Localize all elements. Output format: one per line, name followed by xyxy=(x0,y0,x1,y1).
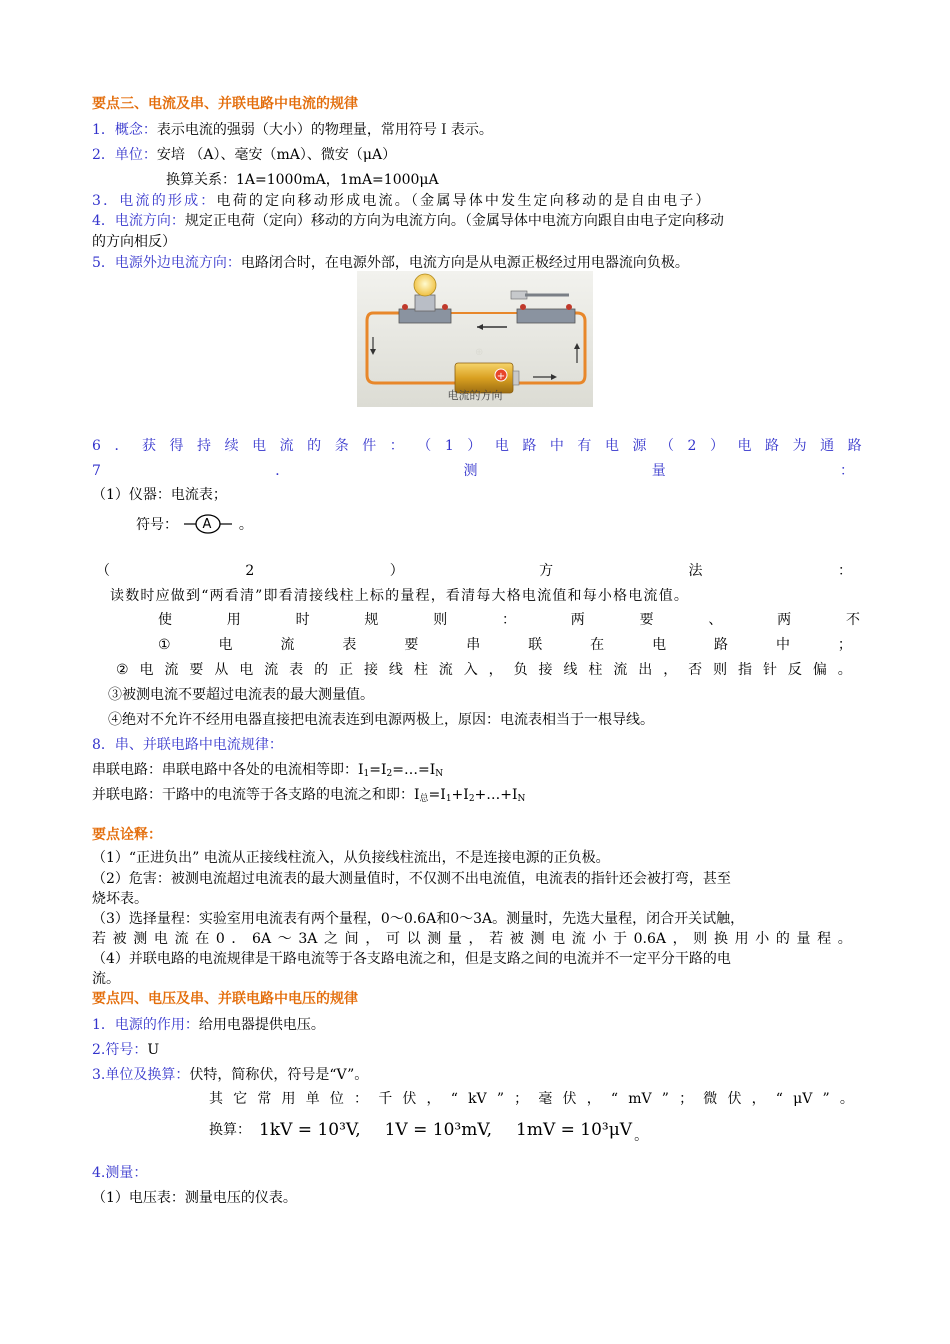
conv-formula-3: 1mV = 10³μV xyxy=(516,1120,633,1140)
text-token: 常 xyxy=(257,1091,272,1107)
s3-item2-conversion: 换算关系：1A=1000mA，1mA=1000μA xyxy=(166,172,439,188)
text-token: ； xyxy=(837,637,852,653)
text-token: 被 xyxy=(509,931,524,947)
text-token: 。 xyxy=(839,1091,854,1107)
text-token: 量 xyxy=(796,931,811,947)
text-token: 伏 xyxy=(562,1091,577,1107)
conv-end: 。 xyxy=(634,1128,649,1144)
series-end: =…=I xyxy=(392,762,436,778)
text-token: 使 xyxy=(158,612,172,628)
s4-item2-text: U xyxy=(147,1042,160,1058)
text-token: 两 xyxy=(570,612,585,628)
text-token: ， xyxy=(488,662,503,678)
series-text: 串联电路：串联电路中各处的电流相等即：I xyxy=(92,762,364,778)
text-token: 路 xyxy=(765,438,780,454)
section4-title: 要点四、电压及串、并联电路中电压的规律 xyxy=(92,991,358,1007)
s3-instrument: （1）仪器：电流表； xyxy=(92,487,227,503)
text-token: 两 xyxy=(777,612,792,628)
current-direction-figure xyxy=(357,271,593,407)
s3-item2-label: 2．单位： xyxy=(92,147,157,163)
text-token: 则 xyxy=(693,931,708,947)
text-token: 用 xyxy=(226,612,241,628)
s4-item3-text: 伏特，简称伏，符号是“V”。 xyxy=(189,1067,369,1083)
text-token: 流 xyxy=(174,931,189,947)
note-3a: （3）选择量程：实验室用电流表有两个量程，0～0.6A和0～3A。测量时，先选大量程，闭合开关试触， xyxy=(92,911,745,927)
note-2b: 烧坏表。 xyxy=(92,891,148,907)
text-token: “ xyxy=(450,1091,458,1107)
text-token: 。 xyxy=(837,931,852,947)
circuit-illustration xyxy=(357,271,593,407)
text-token: ． xyxy=(231,931,246,947)
text-token: 件 xyxy=(362,438,377,454)
text-token: 0 xyxy=(215,931,225,947)
text-token: 小 xyxy=(592,931,607,947)
text-token: ： xyxy=(837,563,852,579)
parallel-sub0: 总 xyxy=(419,794,429,804)
text-token: 以 xyxy=(406,931,421,947)
text-token: （ xyxy=(417,438,432,454)
s4-item4: 4.测量： xyxy=(92,1165,148,1181)
s4-item1 xyxy=(92,1016,325,1034)
text-token: 接 xyxy=(538,662,553,678)
s3-item5-text: 电路闭合时，在电源外部，电流方向是从电源正极经过用电器流向负极。 xyxy=(240,255,689,271)
text-token: ； xyxy=(679,1091,694,1107)
s4-other-units xyxy=(209,1090,854,1108)
text-token: 通 xyxy=(820,438,835,454)
s3-item4-text: 规定正电荷（定向）移动的方向为电流方向。（金属导体中电流方向跟自由电子定向移动 xyxy=(184,213,724,229)
text-token: 7 xyxy=(92,463,101,479)
parallel-mid1: =I xyxy=(428,787,446,803)
text-token: 电 xyxy=(737,438,752,454)
text-token: 接 xyxy=(363,662,378,678)
note-3b xyxy=(92,930,852,948)
svg-text:⊕: ⊕ xyxy=(475,347,484,358)
text-token: “ xyxy=(610,1091,619,1107)
s3-item8: 8．串、并联电路中电流规律： xyxy=(92,737,283,753)
ammeter-letter: A xyxy=(202,517,212,532)
svg-text:+: + xyxy=(496,371,506,382)
s3-item2-text: 安培 （A）、毫安（mA）、微安（μA） xyxy=(156,147,397,163)
text-token: 位 xyxy=(329,1091,344,1107)
s3-rule4: ④绝对不允许不经用电器直接把电流表连到电源两极上，原因：电流表相当于一根导线。 xyxy=(108,712,654,728)
text-token: 表 xyxy=(342,637,357,653)
text-token: ： xyxy=(354,1091,369,1107)
text-token: 3A xyxy=(298,931,318,947)
s4-item3-label: 3.单位及换算： xyxy=(92,1067,190,1083)
text-token: ． xyxy=(275,463,290,479)
text-token: 电 xyxy=(652,637,667,653)
text-token: 被 xyxy=(112,931,127,947)
text-token: μV xyxy=(793,1091,813,1107)
note-1: （1）“正进负出” 电流从正接线柱流入，从负接线柱流出，不是连接电源的正负极。 xyxy=(92,850,610,866)
conv-formula-1: 1kV = 10³V, xyxy=(259,1120,361,1140)
text-token: 用 xyxy=(734,931,749,947)
text-token: （ xyxy=(96,563,110,579)
text-token: ） xyxy=(709,438,724,454)
symbol-end: 。 xyxy=(238,517,253,533)
text-token: 间 xyxy=(344,931,359,947)
text-token: 线 xyxy=(563,662,578,678)
text-token: 测 xyxy=(133,931,148,947)
text-token: 流 xyxy=(438,662,453,678)
text-token: 流 xyxy=(613,662,628,678)
s3-item3 xyxy=(92,192,712,210)
text-token: 中 xyxy=(775,637,790,653)
note-4b: 流。 xyxy=(92,971,120,987)
text-token: 0.6A xyxy=(633,931,667,947)
text-token: 微 xyxy=(703,1091,718,1107)
text-token: ， xyxy=(365,931,380,947)
text-token: ” xyxy=(496,1091,504,1107)
text-token: 流 xyxy=(279,438,294,454)
text-token: 柱 xyxy=(588,662,603,678)
text-token: 它 xyxy=(233,1091,248,1107)
text-token: 测 xyxy=(427,931,442,947)
s3-read-rule: 读数时应做到“两看清”即看清接线柱上标的量程，看清每大格电流值和每小格电流值。 xyxy=(110,588,690,604)
text-token: 获 xyxy=(141,438,156,454)
text-token: 小 xyxy=(755,931,770,947)
text-token: 电 xyxy=(494,438,509,454)
s3-item2 xyxy=(92,146,396,164)
text-token: 量 xyxy=(447,931,462,947)
conv-formula-2: 1V = 10³mV, xyxy=(384,1120,493,1140)
text-token: 流 xyxy=(264,662,279,678)
text-token: 法 xyxy=(688,563,703,579)
text-token: 为 xyxy=(792,438,807,454)
text-token: 柱 xyxy=(413,662,428,678)
s3-item4-label: 4．电流方向： xyxy=(92,213,185,229)
text-token: 规 xyxy=(364,612,379,628)
s3-item3-label: 3．电流的形成： xyxy=(92,193,217,209)
s3-rule1 xyxy=(158,636,852,654)
s4-item1-label: 1．电源的作用： xyxy=(92,1017,199,1033)
text-token: 反 xyxy=(787,662,802,678)
text-token: ， xyxy=(672,931,687,947)
text-token: 要 xyxy=(639,612,654,628)
text-token: 在 xyxy=(195,931,210,947)
text-token: 得 xyxy=(169,438,184,454)
parallel-rule xyxy=(92,786,525,808)
text-token: 联 xyxy=(528,637,543,653)
text-token: ： xyxy=(501,612,516,628)
text-token: kV xyxy=(468,1091,487,1107)
text-token: 6 xyxy=(92,438,101,454)
text-token: 持 xyxy=(197,438,212,454)
text-token: 千 xyxy=(378,1091,393,1107)
text-token: 电 xyxy=(218,637,233,653)
series-sub2: 2 xyxy=(386,769,393,779)
text-token: 测 xyxy=(530,931,545,947)
text-token: ） xyxy=(389,563,404,579)
text-token: ； xyxy=(514,1091,529,1107)
text-token: 用 xyxy=(281,1091,296,1107)
text-token: 正 xyxy=(339,662,353,678)
section3-title: 要点三、电流及串、并联电路中电流的规律 xyxy=(92,96,358,112)
text-token: 有 xyxy=(577,438,592,454)
series-sub1: 1 xyxy=(363,769,370,779)
text-token: “ xyxy=(775,1091,783,1107)
s3-item1 xyxy=(92,121,493,139)
text-token: 程 xyxy=(817,931,832,947)
text-token: 。 xyxy=(837,662,852,678)
s3-rule2 xyxy=(116,661,852,679)
text-token: 若 xyxy=(489,931,504,947)
text-token: 伏 xyxy=(727,1091,742,1107)
text-token: ， xyxy=(663,662,678,678)
text-token: 则 xyxy=(713,662,728,678)
text-token: 从 xyxy=(214,662,229,678)
text-token: 其 xyxy=(209,1091,223,1107)
text-token: 电 xyxy=(153,931,168,947)
parallel-sub1: 1 xyxy=(445,794,452,804)
text-token: 流 xyxy=(280,637,295,653)
ammeter-symbol xyxy=(182,515,234,535)
text-token: ： xyxy=(839,463,854,479)
s3-method xyxy=(96,562,852,580)
text-token: 电 xyxy=(252,438,267,454)
text-token: ． xyxy=(114,438,129,454)
ammeter-symbol-row xyxy=(136,515,253,535)
text-token: 表 xyxy=(289,662,304,678)
parallel-sub2: 2 xyxy=(468,794,475,804)
text-token: 路 xyxy=(714,637,728,653)
text-token: ” xyxy=(661,1091,669,1107)
text-token: 针 xyxy=(762,662,777,678)
parallel-text: 并联电路：干路中的电流等于各支路的电流之和即：I xyxy=(92,787,420,803)
text-token: 于 xyxy=(613,931,627,947)
conv-label: 换算： xyxy=(209,1122,251,1138)
text-token: 若 xyxy=(92,931,106,947)
text-token: 条 xyxy=(334,438,349,454)
text-token: 流 xyxy=(164,662,179,678)
text-token: 偏 xyxy=(812,662,827,678)
text-token: ” xyxy=(822,1091,830,1107)
text-token: 入 xyxy=(463,662,478,678)
text-token: 伏 xyxy=(402,1091,417,1107)
note-2a: （2）危害：被测电流超过电流表的最大测量值时，不仅测不出电流值，电流表的指针还会被打弯，甚至 xyxy=(92,871,731,887)
text-token: ② xyxy=(116,662,129,678)
s4-item3 xyxy=(92,1066,368,1084)
text-token: 流 xyxy=(571,931,586,947)
note-4a: （4）并联电路的电流规律是干路电流等于各支路电流之和，但是支路之间的电流并不一定平分干路的电 xyxy=(92,951,731,967)
text-token: 量 xyxy=(651,463,666,479)
figure-caption: 电流的方向 xyxy=(447,389,503,402)
text-token: 负 xyxy=(513,662,528,678)
s3-use-rules xyxy=(158,611,860,629)
text-token: 源 xyxy=(632,438,647,454)
text-token: ～ xyxy=(277,931,292,947)
text-token: 中 xyxy=(549,438,564,454)
text-token: 电 xyxy=(239,662,254,678)
text-token: 的 xyxy=(307,438,322,454)
text-token: 不 xyxy=(845,612,860,628)
text-token: 电 xyxy=(551,931,566,947)
text-token: ： xyxy=(389,438,404,454)
text-token: 时 xyxy=(295,612,310,628)
notes-title: 要点诠释： xyxy=(92,827,162,843)
text-token: 之 xyxy=(324,931,339,947)
s3-item3-text: 电荷的定向移动形成电流。（金属导体中发生定向移动的是自由电子） xyxy=(216,193,712,209)
text-token: 出 xyxy=(638,662,653,678)
text-token: 串 xyxy=(466,637,481,653)
text-token: 2 xyxy=(245,563,255,579)
text-token: 线 xyxy=(388,662,403,678)
symbol-label: 符号： xyxy=(136,517,178,533)
text-token: 单 xyxy=(305,1091,320,1107)
text-token: ， xyxy=(751,1091,766,1107)
series-rule xyxy=(92,761,443,783)
text-token: 换 xyxy=(713,931,728,947)
text-token: 测 xyxy=(463,463,478,479)
text-token: 指 xyxy=(738,662,752,678)
text-token: 6A xyxy=(252,931,272,947)
text-token: 电 xyxy=(139,662,154,678)
s3-rule3: ③被测电流不要超过电流表的最大测量值。 xyxy=(108,687,374,703)
parallel-subN: N xyxy=(517,794,526,804)
text-token: 否 xyxy=(688,662,703,678)
parallel-mid2: +I xyxy=(451,787,469,803)
text-token: 2 xyxy=(687,438,697,454)
text-token: 的 xyxy=(775,931,790,947)
text-token: 要 xyxy=(189,662,204,678)
s4-item2-label: 2.符号： xyxy=(92,1042,148,1058)
text-token: ， xyxy=(426,1091,441,1107)
text-token: 、 xyxy=(708,612,723,628)
s3-item5 xyxy=(92,254,689,272)
text-token: 要 xyxy=(404,637,419,653)
s3-item1-label: 1．概念： xyxy=(92,122,157,138)
text-token: 在 xyxy=(590,637,605,653)
s3-item1-text: 表示电流的强弱（大小）的物理量，常用符号Ｉ表示。 xyxy=(156,122,493,138)
text-token: 毫 xyxy=(538,1091,553,1107)
text-token: ， xyxy=(586,1091,601,1107)
text-token: （ xyxy=(660,438,674,454)
text-token: 1 xyxy=(444,438,454,454)
s4-item1-text: 给用电器提供电压。 xyxy=(198,1017,325,1033)
text-token: 可 xyxy=(385,931,400,947)
text-token: 路 xyxy=(522,438,537,454)
s4-item2 xyxy=(92,1041,159,1059)
s3-item6 xyxy=(92,437,862,455)
text-token: 方 xyxy=(539,563,554,579)
text-token: 的 xyxy=(314,662,329,678)
text-token: 电 xyxy=(604,438,619,454)
s4-conversion xyxy=(209,1120,649,1144)
s3-item7 xyxy=(92,462,854,480)
text-token: 则 xyxy=(433,612,448,628)
text-token: ， xyxy=(468,931,483,947)
text-token: 路 xyxy=(847,438,862,454)
s3-item4-cont: 的方向相反） xyxy=(92,234,176,250)
s3-item5-label: 5．电源外边电流方向： xyxy=(92,255,241,271)
s4-item4-sub: （1）电压表：测量电压的仪表。 xyxy=(92,1190,297,1206)
s3-item4 xyxy=(92,212,724,230)
text-token: mV xyxy=(628,1091,652,1107)
text-token: 续 xyxy=(224,438,239,454)
text-token: ① xyxy=(158,637,171,653)
text-token: ） xyxy=(467,438,482,454)
series-mid: =I xyxy=(369,762,387,778)
parallel-end: +…+I xyxy=(474,787,518,803)
series-subN: N xyxy=(435,769,444,779)
